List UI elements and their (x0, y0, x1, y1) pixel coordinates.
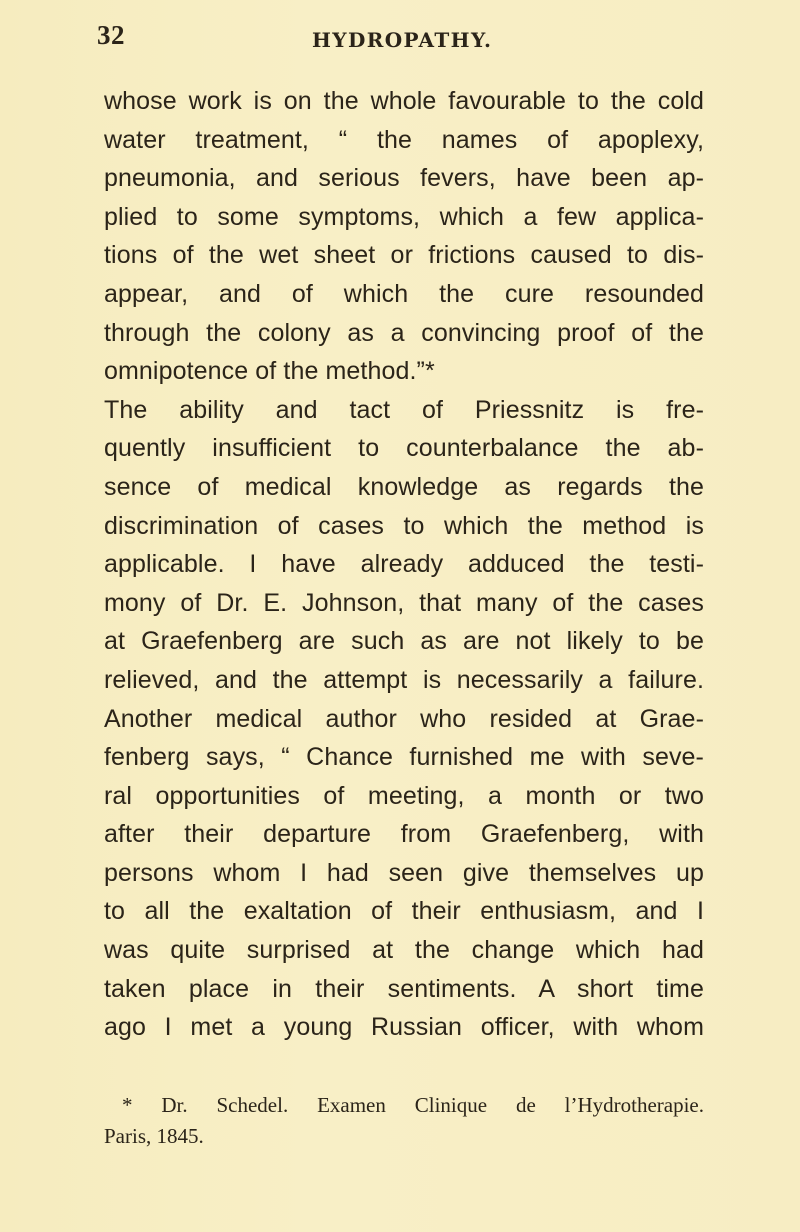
main-text (104, 82, 704, 1047)
page-number: 32 (97, 20, 125, 50)
text-line: ral opportunities of meeting, a month or two (104, 781, 704, 810)
running-head: HYDROPATHY. (312, 28, 493, 52)
text-line: tions of the wet sheet or frictions caused to dis- (104, 241, 704, 270)
text-line: quently insufficient to counterbalance the ab- (104, 434, 704, 463)
text-line: mony of Dr. E. Johnson, that many of the cases (104, 588, 704, 617)
text-line: appear, and of which the cure resounded (104, 279, 704, 308)
text-line: The ability and tact of Priessnitz is fre- (104, 395, 704, 424)
text-line: discrimination of cases to which the method is (104, 511, 704, 540)
text-line: taken place in their sentiments. A short time (104, 974, 704, 1003)
text-line: sence of medical knowledge as regards the (104, 472, 704, 501)
text-line: whose work is on the whole favourable to the cold (104, 87, 704, 115)
text-line: water treatment, “ the names of apoplexy, (104, 125, 704, 154)
text-line: pneumonia, and serious fevers, have been ap- (104, 164, 704, 193)
text-line: persons whom I had seen give themselves up (104, 858, 704, 887)
text-line: fenberg says, “ Chance furnished me with seve- (104, 743, 704, 772)
text-line: to all the exaltation of their enthusiasm, and I (104, 897, 704, 926)
page-header (0, 20, 800, 56)
text-line: through the colony as a convincing proof of the (104, 318, 704, 347)
text-line: was quite surprised at the change which had (104, 936, 704, 965)
text-line: omnipotence of the method.”* (104, 357, 435, 386)
text-line: after their departure from Graefenberg, with (104, 820, 704, 849)
text-line: at Graefenberg are such as are not likely to be (104, 627, 704, 656)
text-line: ago I met a young Russian officer, with whom (104, 1013, 704, 1042)
text-line: plied to some symptoms, which a few applica- (104, 202, 704, 231)
text-line: Another medical author who resided at Grae- (104, 704, 704, 733)
footnote-line: Paris, 1845. (104, 1124, 204, 1148)
text-line: applicable. I have already adduced the testi- (104, 550, 704, 579)
footnote (104, 1090, 704, 1152)
text-line: relieved, and the attempt is necessarily a failure. (104, 665, 704, 694)
footnote-line: * Dr. Schedel. Examen Clinique de l’Hydrotherapie. (122, 1093, 704, 1117)
